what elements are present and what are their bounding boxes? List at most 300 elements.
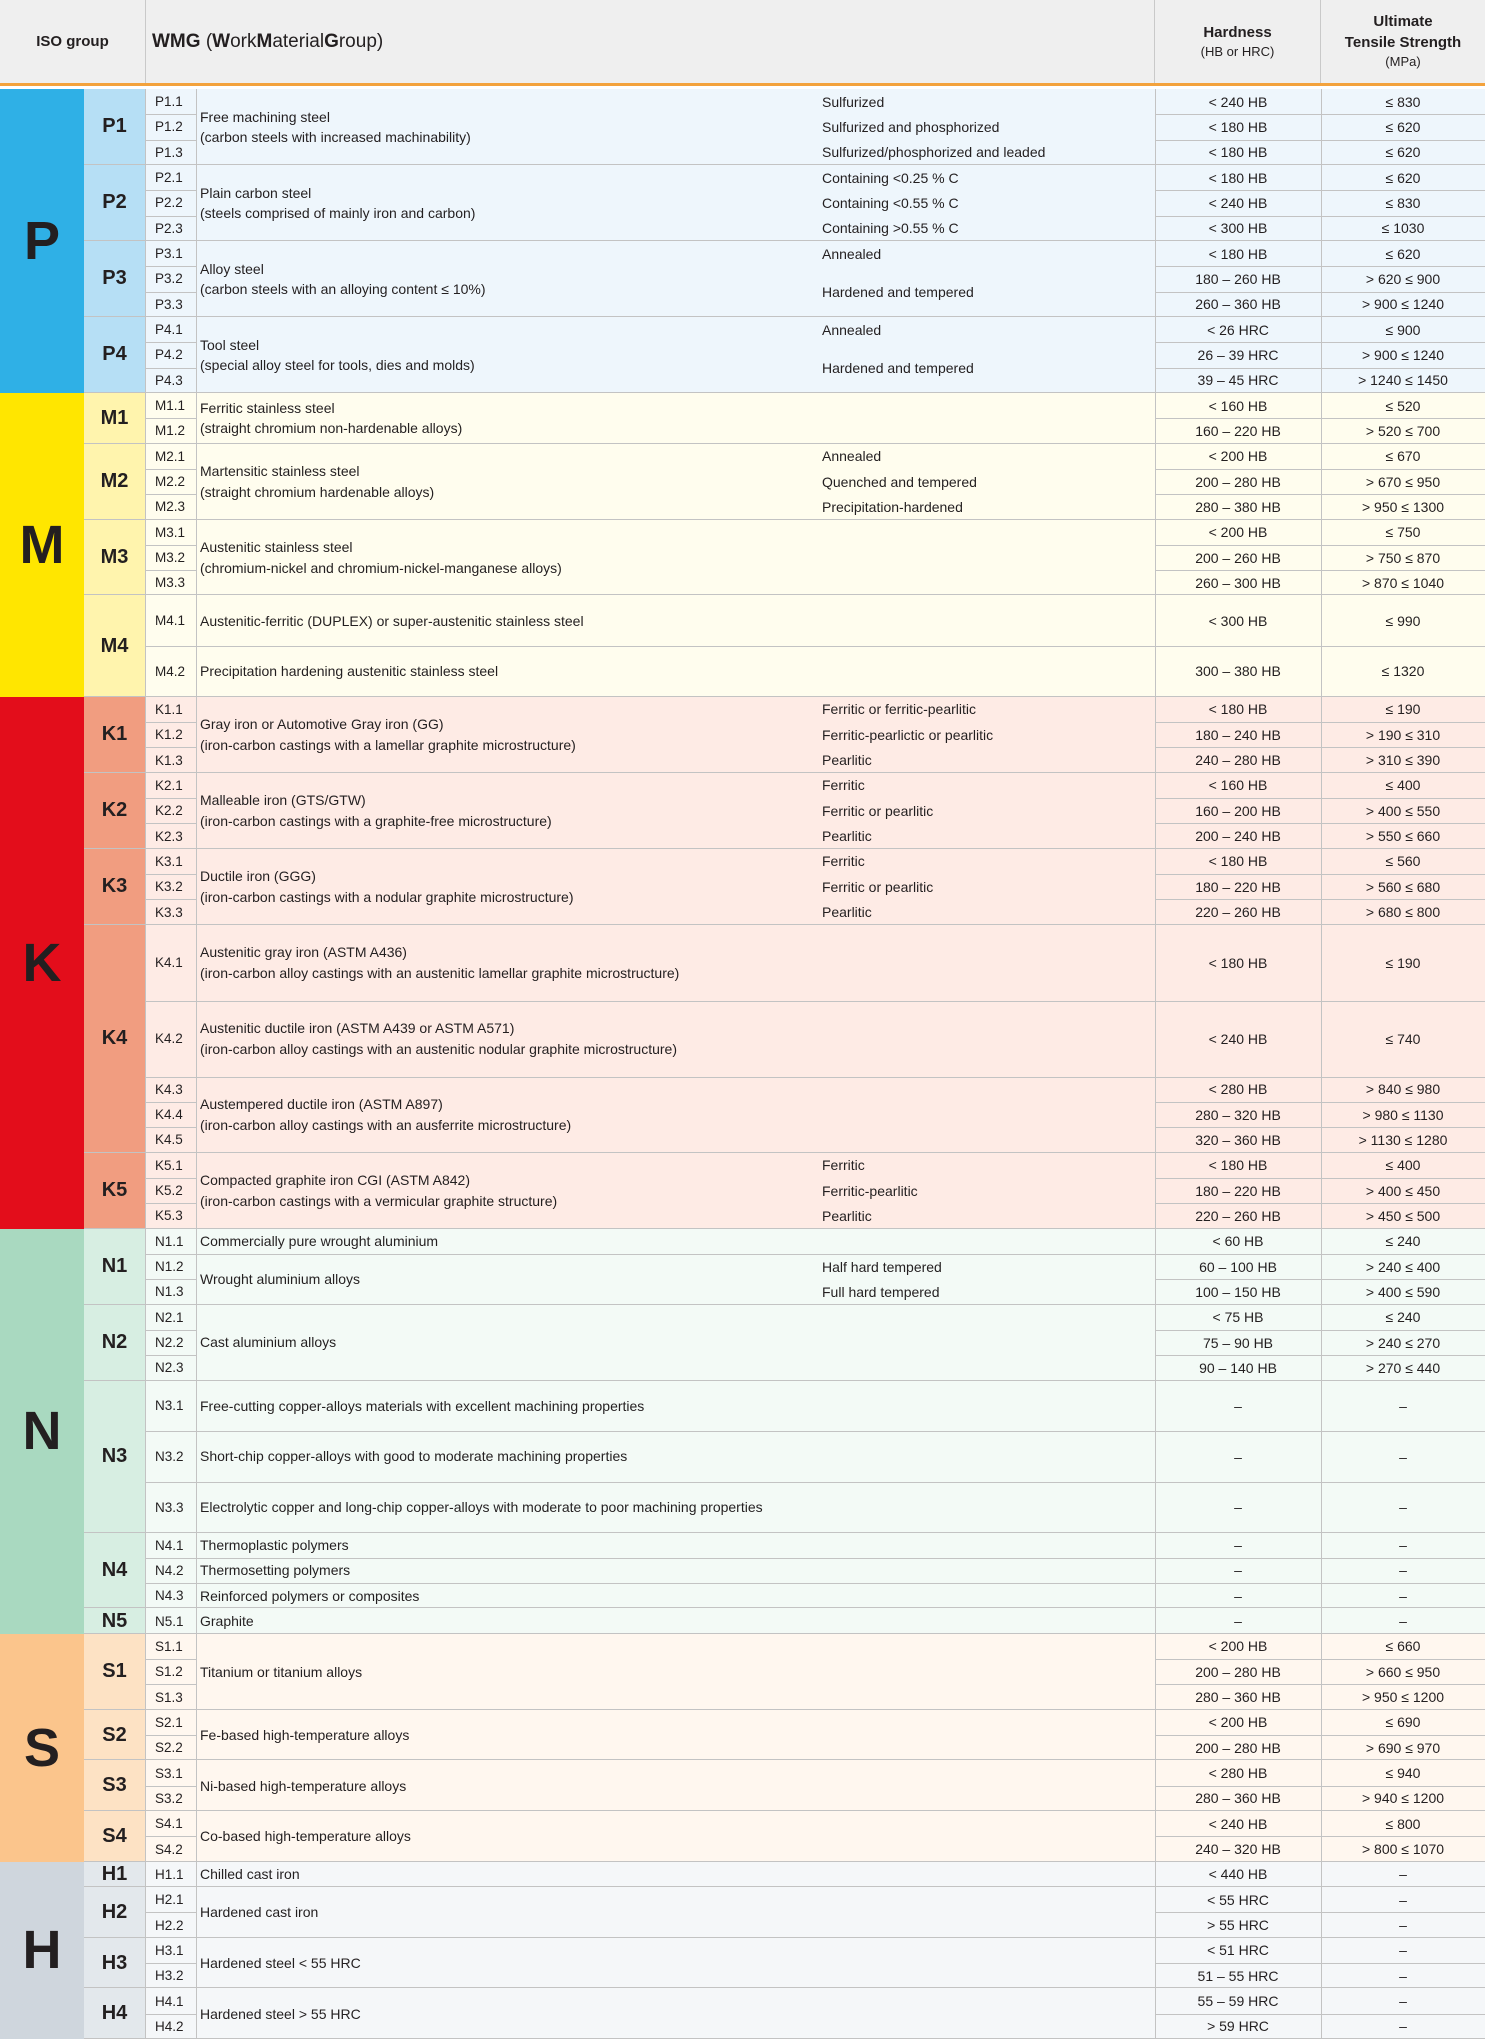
row-divider bbox=[145, 190, 196, 191]
description-divider bbox=[196, 1431, 1155, 1432]
row-hardness: < 180 HB bbox=[1208, 245, 1268, 262]
iso-group-letter: H bbox=[0, 1862, 84, 2039]
row-divider bbox=[1155, 1558, 1485, 1559]
iso-group-letter: M bbox=[0, 393, 84, 697]
row-divider bbox=[145, 418, 196, 419]
row-divider bbox=[1155, 1583, 1485, 1584]
row-divider bbox=[1155, 722, 1485, 723]
row-code: P4.1 bbox=[155, 322, 183, 338]
row-hardness: 200 – 280 HB bbox=[1195, 1739, 1281, 1756]
row-tensile-strength: – bbox=[1399, 1942, 1407, 1959]
row-divider bbox=[1155, 1001, 1485, 1002]
row-hardness: < 200 HB bbox=[1208, 448, 1268, 465]
row-divider bbox=[1155, 266, 1485, 267]
subgroup-code: S1 bbox=[84, 1634, 145, 1710]
row-code: S1.3 bbox=[155, 1689, 183, 1705]
row-code: M3.3 bbox=[155, 575, 186, 591]
row-tensile-strength: ≤ 240 bbox=[1385, 1309, 1421, 1326]
row-condition: Sulfurized bbox=[822, 93, 885, 110]
column-divider bbox=[145, 89, 146, 2039]
row-divider bbox=[145, 722, 196, 723]
row-divider bbox=[145, 1355, 196, 1356]
row-code: K4.1 bbox=[155, 955, 183, 971]
material-description: Graphite bbox=[200, 1612, 254, 1629]
row-code: P1.3 bbox=[155, 144, 183, 160]
row-code: K1.1 bbox=[155, 701, 183, 717]
subgroup-code: N1 bbox=[84, 1229, 145, 1305]
row-tensile-strength: ≤ 990 bbox=[1385, 612, 1421, 629]
row-hardness: < 60 HB bbox=[1212, 1233, 1264, 1250]
row-hardness: < 180 HB bbox=[1208, 701, 1268, 718]
row-tensile-strength: > 750 ≤ 870 bbox=[1365, 549, 1441, 566]
row-code: M3.2 bbox=[155, 550, 186, 565]
row-hardness: 180 – 240 HB bbox=[1195, 726, 1281, 743]
subgroup-code: P2 bbox=[84, 165, 145, 241]
row-tensile-strength: ≤ 400 bbox=[1385, 777, 1421, 794]
material-description: Thermosetting polymers bbox=[200, 1562, 351, 1579]
subgroup-code: P3 bbox=[84, 241, 145, 317]
row-condition: Ferritic bbox=[822, 777, 865, 794]
row-divider bbox=[1155, 1102, 1485, 1103]
row-divider bbox=[145, 216, 196, 217]
row-code: K4.5 bbox=[155, 1132, 183, 1148]
row-tensile-strength: ≤ 620 bbox=[1385, 169, 1421, 186]
row-divider bbox=[145, 1077, 196, 1078]
row-hardness: < 200 HB bbox=[1208, 1714, 1268, 1731]
row-code: N3.2 bbox=[155, 1449, 184, 1465]
row-divider bbox=[1155, 1912, 1485, 1913]
row-condition: Sulfurized and phosphorized bbox=[822, 118, 1000, 135]
row-hardness: < 280 HB bbox=[1208, 1081, 1268, 1098]
row-code: K5.3 bbox=[155, 1208, 183, 1224]
row-code: K5.1 bbox=[155, 1157, 183, 1173]
material-description: Electrolytic copper and long-chip copper-alloys with moderate to poor machining properties bbox=[200, 1499, 763, 1516]
row-tensile-strength: ≤ 830 bbox=[1385, 93, 1421, 110]
row-code: K1.2 bbox=[155, 727, 183, 743]
row-condition: Ferritic or ferritic-pearlitic bbox=[822, 701, 977, 718]
row-code: M4.2 bbox=[155, 663, 186, 679]
row-code: M2.3 bbox=[155, 499, 186, 515]
row-hardness: – bbox=[1234, 1537, 1242, 1554]
row-tensile-strength: > 950 ≤ 1200 bbox=[1361, 1689, 1445, 1706]
row-divider bbox=[145, 1431, 196, 1432]
row-tensile-strength: ≤ 740 bbox=[1385, 1030, 1421, 1047]
row-divider bbox=[1155, 1355, 1485, 1356]
row-tensile-strength: ≤ 750 bbox=[1385, 524, 1421, 541]
row-condition: Full hard tempered bbox=[822, 1283, 940, 1300]
row-hardness: 180 – 260 HB bbox=[1195, 270, 1281, 287]
row-code: H2.1 bbox=[155, 1892, 184, 1908]
row-hardness: < 180 HB bbox=[1208, 118, 1268, 135]
row-tensile-strength: > 870 ≤ 1040 bbox=[1361, 574, 1445, 591]
subgroup-code: N4 bbox=[84, 1533, 145, 1609]
row-hardness: < 55 HRC bbox=[1207, 1891, 1269, 1908]
row-tensile-strength: > 900 ≤ 1240 bbox=[1361, 346, 1445, 363]
row-condition: Pearlitic bbox=[822, 1207, 872, 1224]
subgroup-code: K3 bbox=[84, 849, 145, 925]
row-divider bbox=[1155, 1077, 1485, 1078]
row-code: H3.1 bbox=[155, 1942, 184, 1958]
row-code: M4.1 bbox=[155, 613, 186, 629]
material-description: Co-based high-temperature alloys bbox=[200, 1828, 411, 1845]
row-code: N2.1 bbox=[155, 1309, 184, 1325]
row-hardness: – bbox=[1234, 1499, 1242, 1516]
header-uts bbox=[1321, 0, 1485, 83]
iso-group-letter: P bbox=[0, 89, 84, 393]
row-condition: Half hard tempered bbox=[822, 1258, 942, 1275]
row-hardness: < 440 HB bbox=[1208, 1866, 1268, 1883]
row-tensile-strength: ≤ 830 bbox=[1385, 194, 1421, 211]
row-tensile-strength: > 900 ≤ 1240 bbox=[1361, 296, 1445, 313]
row-condition: Ferritic or pearlitic bbox=[822, 802, 934, 819]
row-tensile-strength: > 190 ≤ 310 bbox=[1365, 726, 1441, 743]
row-tensile-strength: > 690 ≤ 970 bbox=[1365, 1739, 1441, 1756]
row-code: P2.2 bbox=[155, 195, 183, 211]
material-description: Wrought aluminium alloys bbox=[200, 1271, 361, 1288]
row-hardness: 180 – 220 HB bbox=[1195, 878, 1281, 895]
row-code: N1.1 bbox=[155, 1233, 184, 1249]
row-divider bbox=[145, 1203, 196, 1204]
row-hardness: 51 – 55 HRC bbox=[1197, 1967, 1279, 1984]
row-condition: Ferritic bbox=[822, 1157, 865, 1174]
header-iso-group: ISO group bbox=[36, 33, 109, 50]
row-divider bbox=[145, 1178, 196, 1179]
row-tensile-strength: > 400 ≤ 550 bbox=[1365, 802, 1441, 819]
row-tensile-strength: > 620 ≤ 900 bbox=[1365, 270, 1441, 287]
row-code: H2.2 bbox=[155, 1917, 184, 1933]
row-divider bbox=[1155, 494, 1485, 495]
row-divider bbox=[1155, 1482, 1485, 1483]
row-hardness: > 59 HRC bbox=[1207, 2018, 1269, 2035]
row-tensile-strength: > 840 ≤ 980 bbox=[1365, 1081, 1441, 1098]
material-description: Titanium or titanium alloys bbox=[200, 1663, 363, 1680]
row-code: K3.1 bbox=[155, 853, 183, 869]
row-hardness: > 55 HRC bbox=[1207, 1917, 1269, 1934]
row-hardness: < 200 HB bbox=[1208, 524, 1268, 541]
row-tensile-strength: ≤ 1030 bbox=[1381, 220, 1425, 237]
row-hardness: 280 – 360 HB bbox=[1195, 1689, 1281, 1706]
row-tensile-strength: – bbox=[1399, 1537, 1407, 1554]
material-description: Hardened steel < 55 HRC bbox=[200, 1954, 361, 1971]
row-code: K3.2 bbox=[155, 879, 183, 895]
row-code: N3.1 bbox=[155, 1398, 184, 1414]
material-description: Chilled cast iron bbox=[200, 1866, 300, 1883]
material-description: Ferritic stainless steel (straight chromium non-hardenable alloys) bbox=[200, 399, 463, 437]
row-tensile-strength: – bbox=[1399, 1397, 1407, 1414]
row-divider bbox=[145, 1127, 196, 1128]
row-tensile-strength: ≤ 190 bbox=[1385, 954, 1421, 971]
column-divider bbox=[196, 89, 197, 2039]
row-tensile-strength: > 1130 ≤ 1280 bbox=[1358, 1131, 1448, 1148]
material-description: Free-cutting copper-alloys materials with excellent machining properties bbox=[200, 1397, 645, 1414]
description-divider bbox=[196, 1001, 1155, 1002]
row-condition: Quenched and tempered bbox=[822, 473, 977, 490]
row-tensile-strength: – bbox=[1399, 1587, 1407, 1604]
material-description: Short-chip copper-alloys with good to moderate machining properties bbox=[200, 1448, 628, 1465]
row-code: M1.2 bbox=[155, 423, 186, 439]
row-code: N4.1 bbox=[155, 1537, 184, 1553]
row-code: K3.3 bbox=[155, 904, 183, 920]
row-tensile-strength: ≤ 520 bbox=[1385, 397, 1421, 414]
header-uts-line2: Tensile Strength bbox=[1344, 34, 1462, 52]
row-code: K4.4 bbox=[155, 1107, 183, 1123]
material-description: Precipitation hardening austenitic stainless steel bbox=[200, 663, 499, 680]
row-divider bbox=[145, 1963, 196, 1964]
row-hardness: 60 – 100 HB bbox=[1199, 1258, 1277, 1275]
material-description: Commercially pure wrought aluminium bbox=[200, 1233, 439, 1250]
row-condition: Pearlitic bbox=[822, 752, 872, 769]
row-hardness: < 180 HB bbox=[1208, 169, 1268, 186]
row-hardness: < 75 HB bbox=[1212, 1309, 1264, 1326]
row-divider bbox=[145, 114, 196, 115]
material-description: Austempered ductile iron (ASTM A897) (iron-carbon alloy castings with an ausferrite microstructure) bbox=[200, 1096, 572, 1133]
row-divider bbox=[145, 1330, 196, 1331]
row-condition: Containing <0.25 % C bbox=[822, 169, 959, 186]
row-condition: Hardened and tempered bbox=[822, 283, 974, 300]
row-tensile-strength: – bbox=[1399, 1993, 1407, 2009]
header-wmg-aterial: aterial bbox=[272, 30, 325, 52]
row-tensile-strength: > 550 ≤ 660 bbox=[1365, 828, 1441, 845]
row-hardness: < 180 HB bbox=[1208, 853, 1268, 870]
subgroup-code: N5 bbox=[84, 1608, 145, 1633]
row-tensile-strength: > 560 ≤ 680 bbox=[1365, 878, 1441, 895]
subgroup-code: N2 bbox=[84, 1305, 145, 1381]
row-code: M3.1 bbox=[155, 524, 186, 540]
subgroup-code: S4 bbox=[84, 1811, 145, 1862]
header-uts-line1: Ultimate bbox=[1373, 13, 1433, 31]
row-code: S3.2 bbox=[155, 1790, 183, 1806]
material-description: Ductile iron (GGG) (iron-carbon castings with a nodular graphite microstructure) bbox=[200, 868, 574, 905]
row-code: P2.1 bbox=[155, 170, 183, 186]
iso-group-letter: N bbox=[0, 1229, 84, 1634]
row-tensile-strength: > 1240 ≤ 1450 bbox=[1358, 372, 1448, 389]
row-hardness: < 240 HB bbox=[1208, 1030, 1268, 1047]
row-code: S1.2 bbox=[155, 1664, 183, 1680]
material-description: Austenitic gray iron (ASTM A436) (iron-carbon alloy castings with an austenitic lamellar graphite microstructure) bbox=[200, 944, 680, 981]
row-tensile-strength: ≤ 240 bbox=[1385, 1233, 1421, 1250]
row-code: H3.2 bbox=[155, 1968, 184, 1984]
row-code: H4.1 bbox=[155, 1993, 184, 2009]
row-divider bbox=[1155, 1178, 1485, 1179]
row-condition: Pearlitic bbox=[822, 904, 872, 921]
row-tensile-strength: > 660 ≤ 950 bbox=[1365, 1663, 1441, 1680]
row-tensile-strength: ≤ 620 bbox=[1385, 118, 1421, 135]
iso-group-letter: K bbox=[0, 697, 84, 1229]
row-tensile-strength: – bbox=[1399, 1866, 1407, 1883]
row-tensile-strength: > 670 ≤ 950 bbox=[1365, 473, 1441, 490]
row-hardness: < 51 HRC bbox=[1207, 1942, 1269, 1959]
row-code: N5.1 bbox=[155, 1613, 184, 1629]
row-condition: Hardened and tempered bbox=[822, 359, 974, 376]
row-divider bbox=[1155, 1254, 1485, 1255]
row-tensile-strength: > 400 ≤ 590 bbox=[1365, 1283, 1441, 1300]
row-tensile-strength: – bbox=[1399, 1499, 1407, 1516]
row-tensile-strength: ≤ 560 bbox=[1385, 853, 1421, 870]
row-tensile-strength: > 240 ≤ 270 bbox=[1365, 1334, 1441, 1351]
row-hardness: – bbox=[1234, 1613, 1242, 1630]
row-divider bbox=[1155, 1786, 1485, 1787]
row-hardness: 320 – 360 HB bbox=[1195, 1131, 1281, 1148]
row-code: K4.2 bbox=[155, 1031, 183, 1047]
row-hardness: 180 – 220 HB bbox=[1195, 1182, 1281, 1199]
row-tensile-strength: > 520 ≤ 700 bbox=[1365, 422, 1441, 439]
row-divider bbox=[145, 1102, 196, 1103]
row-hardness: < 180 HB bbox=[1208, 144, 1268, 161]
row-code: K5.2 bbox=[155, 1183, 183, 1199]
row-divider bbox=[145, 2014, 196, 2015]
row-divider bbox=[1155, 874, 1485, 875]
row-code: S3.1 bbox=[155, 1765, 183, 1781]
row-code: N1.2 bbox=[155, 1259, 184, 1275]
description-divider bbox=[196, 1482, 1155, 1483]
row-code: H4.2 bbox=[155, 2018, 184, 2034]
row-divider bbox=[145, 899, 196, 900]
subgroup-code: S2 bbox=[84, 1710, 145, 1761]
row-divider bbox=[145, 292, 196, 293]
row-tensile-strength: > 310 ≤ 390 bbox=[1365, 752, 1441, 769]
material-description: Ni-based high-temperature alloys bbox=[200, 1777, 407, 1794]
material-description: Malleable iron (GTS/GTW) (iron-carbon castings with a graphite-free microstructure) bbox=[200, 792, 552, 829]
row-tensile-strength: > 270 ≤ 440 bbox=[1365, 1359, 1441, 1376]
header-wmg-w: W bbox=[212, 30, 231, 52]
row-code: N4.2 bbox=[155, 1562, 184, 1578]
row-code: N3.3 bbox=[155, 1499, 184, 1515]
row-code: P3.3 bbox=[155, 296, 183, 312]
row-divider bbox=[145, 1684, 196, 1685]
subgroup-code: M3 bbox=[84, 520, 145, 596]
material-description: Martensitic stainless steel (straight chromium hardenable alloys) bbox=[200, 463, 435, 500]
row-tensile-strength: ≤ 670 bbox=[1385, 448, 1421, 465]
row-code: S4.2 bbox=[155, 1841, 183, 1857]
material-description: Cast aluminium alloys bbox=[200, 1334, 337, 1351]
row-hardness: < 180 HB bbox=[1208, 954, 1268, 971]
row-hardness: 240 – 280 HB bbox=[1195, 752, 1281, 769]
row-divider bbox=[145, 469, 196, 470]
row-code: P4.2 bbox=[155, 347, 183, 363]
row-condition: Containing <0.55 % C bbox=[822, 194, 959, 211]
subgroup-code: P1 bbox=[84, 89, 145, 165]
table-header bbox=[0, 0, 1485, 86]
material-description: Compacted graphite iron CGI (ASTM A842) (iron-carbon castings with a vermicular graphite structure) bbox=[200, 1172, 558, 1209]
material-description: Tool steel (special alloy steel for tools, dies and molds) bbox=[200, 336, 475, 373]
row-tensile-strength: ≤ 940 bbox=[1385, 1765, 1421, 1782]
row-divider bbox=[1155, 140, 1485, 141]
column-divider bbox=[1321, 89, 1322, 2039]
row-divider bbox=[1155, 469, 1485, 470]
row-code: N1.3 bbox=[155, 1284, 184, 1300]
row-hardness: 300 – 380 HB bbox=[1195, 663, 1281, 680]
row-hardness: < 26 HRC bbox=[1207, 321, 1269, 338]
row-divider bbox=[145, 1482, 196, 1483]
subgroup-code: K5 bbox=[84, 1153, 145, 1229]
row-hardness: – bbox=[1234, 1397, 1242, 1414]
row-hardness: 280 – 320 HB bbox=[1195, 1106, 1281, 1123]
header-uts-unit: (MPa) bbox=[1385, 54, 1421, 70]
subgroup-code: K1 bbox=[84, 697, 145, 773]
row-tensile-strength: > 950 ≤ 1300 bbox=[1361, 498, 1445, 515]
description-divider bbox=[196, 1254, 1155, 1255]
subgroup-code: H2 bbox=[84, 1887, 145, 1938]
row-divider bbox=[145, 823, 196, 824]
row-divider bbox=[145, 1254, 196, 1255]
material-description: Hardened cast iron bbox=[200, 1904, 319, 1921]
row-condition: Annealed bbox=[822, 448, 882, 465]
row-hardness: 100 – 150 HB bbox=[1195, 1283, 1281, 1300]
subgroup-code: M2 bbox=[84, 444, 145, 520]
row-code: S4.1 bbox=[155, 1816, 183, 1832]
row-divider bbox=[1155, 1963, 1485, 1964]
row-divider bbox=[1155, 545, 1485, 546]
row-condition: Containing >0.55 % C bbox=[822, 220, 959, 237]
header-wmg-g: G bbox=[324, 30, 339, 52]
row-divider bbox=[1155, 899, 1485, 900]
row-divider bbox=[1155, 1659, 1485, 1660]
row-code: S1.1 bbox=[155, 1638, 183, 1654]
row-code: K2.3 bbox=[155, 828, 183, 844]
row-code: K1.3 bbox=[155, 752, 183, 768]
row-hardness: < 240 HB bbox=[1208, 194, 1268, 211]
row-tensile-strength: ≤ 800 bbox=[1385, 1815, 1421, 1832]
row-divider bbox=[1155, 1330, 1485, 1331]
row-code: P3.1 bbox=[155, 246, 183, 262]
row-condition: Ferritic or pearlitic bbox=[822, 878, 934, 895]
row-hardness: 160 – 220 HB bbox=[1195, 422, 1281, 439]
row-tensile-strength: ≤ 660 bbox=[1385, 1638, 1421, 1655]
row-divider bbox=[1155, 1203, 1485, 1204]
row-condition: Precipitation-hardened bbox=[822, 498, 963, 515]
row-divider bbox=[1155, 114, 1485, 115]
subgroup-code: K2 bbox=[84, 773, 145, 849]
iso-group-letter: S bbox=[0, 1634, 84, 1862]
row-divider bbox=[1155, 292, 1485, 293]
row-hardness: 26 – 39 HRC bbox=[1197, 346, 1279, 363]
material-description: Gray iron or Automotive Gray iron (GG) (iron-carbon castings with a lamellar graphite microstructure) bbox=[200, 716, 576, 753]
row-hardness: 280 – 380 HB bbox=[1195, 498, 1281, 515]
row-divider bbox=[1155, 747, 1485, 748]
row-divider bbox=[145, 1912, 196, 1913]
row-divider bbox=[1155, 2014, 1485, 2015]
row-hardness: 240 – 320 HB bbox=[1195, 1841, 1281, 1858]
row-divider bbox=[1155, 216, 1485, 217]
row-code: H1.1 bbox=[155, 1866, 184, 1882]
row-divider bbox=[1155, 646, 1485, 647]
row-code: N2.2 bbox=[155, 1335, 184, 1351]
subgroup-code: K4 bbox=[84, 925, 145, 1153]
row-tensile-strength: ≤ 190 bbox=[1385, 701, 1421, 718]
row-tensile-strength: – bbox=[1399, 1967, 1407, 1984]
row-divider bbox=[145, 1659, 196, 1660]
row-divider bbox=[1155, 1431, 1485, 1432]
row-hardness: 200 – 260 HB bbox=[1195, 549, 1281, 566]
row-condition: Ferritic-pearlitic bbox=[822, 1182, 918, 1199]
row-divider bbox=[1155, 368, 1485, 369]
row-hardness: < 160 HB bbox=[1208, 777, 1268, 794]
column-divider bbox=[1155, 89, 1156, 2039]
subgroup-code: H3 bbox=[84, 1938, 145, 1989]
row-code: N4.3 bbox=[155, 1588, 184, 1604]
row-tensile-strength: > 980 ≤ 1130 bbox=[1362, 1106, 1444, 1123]
row-divider bbox=[1155, 798, 1485, 799]
row-hardness: 220 – 260 HB bbox=[1195, 1207, 1281, 1224]
row-hardness: 200 – 280 HB bbox=[1195, 473, 1281, 490]
row-divider bbox=[145, 1001, 196, 1002]
material-description: Free machining steel (carbon steels with increased machinability) bbox=[200, 108, 471, 145]
row-hardness: 260 – 360 HB bbox=[1195, 296, 1281, 313]
description-divider bbox=[196, 1558, 1155, 1559]
row-tensile-strength: > 240 ≤ 400 bbox=[1365, 1258, 1441, 1275]
row-hardness: 280 – 360 HB bbox=[1195, 1790, 1281, 1807]
row-hardness: 39 – 45 HRC bbox=[1197, 372, 1279, 389]
